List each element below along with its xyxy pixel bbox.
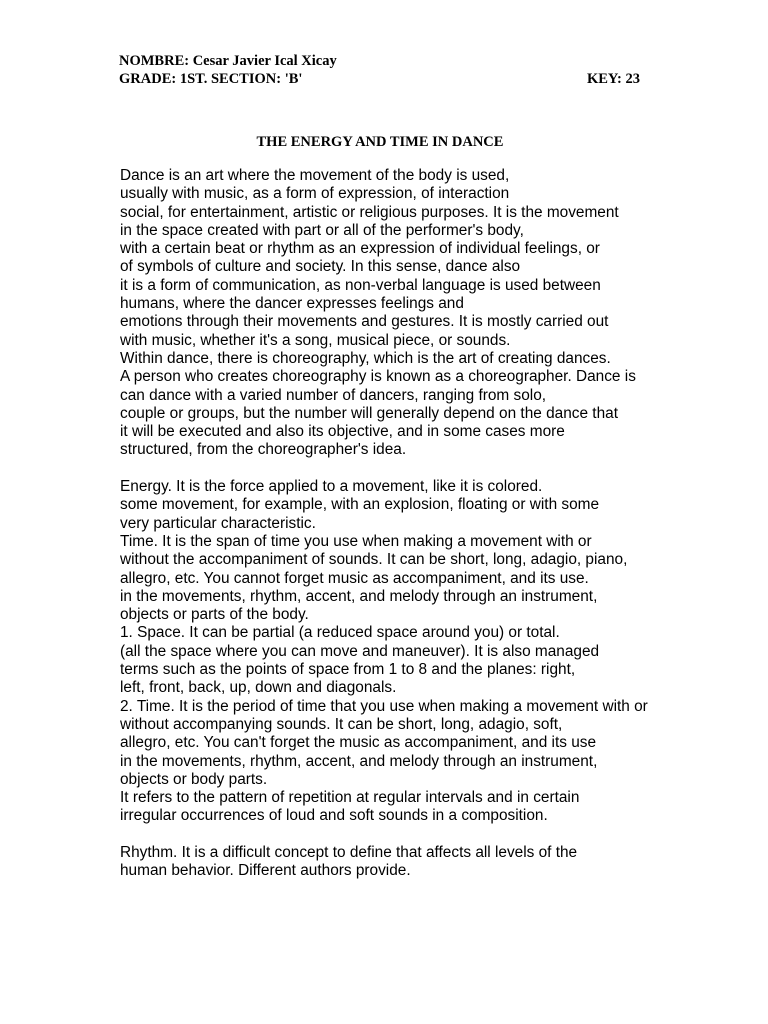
text-line: structured, from the choreographer's idea. — [120, 441, 407, 459]
text-line: Within dance, there is choreography, which is the art of creating dances. — [120, 349, 611, 367]
text-line: terms such as the points of space from 1 to 8 and the planes: right, — [120, 661, 576, 679]
text-line: objects or parts of the body. — [120, 606, 309, 624]
text-line: emotions through their movements and gestures. It is mostly carried out — [120, 313, 609, 331]
text-line: with music, whether it's a song, musical piece, or sounds. — [120, 331, 511, 349]
text-line: without accompanying sounds. It can be short, long, adagio, soft, — [120, 715, 563, 733]
text-line: without the accompaniment of sounds. It can be short, long, adagio, piano, — [120, 551, 628, 569]
text-line: objects or body parts. — [120, 770, 268, 788]
text-line: 1. Space. It can be partial (a reduced space around you) or total. — [120, 624, 560, 642]
text-line: social, for entertainment, artistic or religious purposes. It is the movement — [120, 203, 619, 221]
text-line: Dance is an art where the movement of the body is used, — [120, 167, 510, 184]
text-line: can dance with a varied number of dancers, ranging from solo, — [120, 386, 547, 404]
paragraph — [120, 478, 760, 826]
text-line: with a certain beat or rhythm as an expression of individual feelings, or — [120, 240, 600, 258]
text-line: (all the space where you can move and maneuver). It is also managed — [120, 642, 600, 660]
text-line: 2. Time. It is the period of time that you use when making a movement with or — [120, 697, 648, 715]
text-line: It refers to the pattern of repetition at regular intervals and in certain — [120, 789, 580, 807]
document-title: THE ENERGY AND TIME IN DANCE — [256, 134, 504, 150]
paragraph-spacer — [120, 826, 760, 844]
student-key: KEY: 23 — [586, 71, 640, 87]
student-grade-section: GRADE: 1ST. SECTION: 'B' — [119, 71, 303, 87]
text-line: very particular characteristic. — [120, 514, 316, 532]
text-line: of symbols of culture and society. In this sense, dance also — [120, 258, 521, 276]
text-line: Rhythm. It is a difficult concept to define that affects all levels of the — [120, 843, 578, 861]
text-line: couple or groups, but the number will generally depend on the dance that — [120, 404, 618, 422]
text-line: it will be executed and also its objective, and in some cases more — [120, 423, 565, 441]
text-line: allegro, etc. You cannot forget music as accompaniment, and its use. — [120, 569, 589, 587]
text-line: Energy. It is the force applied to a movement, like it is colored. — [120, 478, 543, 496]
header-grade-row — [119, 70, 649, 88]
text-line: in the movements, rhythm, accent, and melody through an instrument, — [120, 587, 598, 605]
student-name: NOMBRE: Cesar Javier Ical Xicay — [119, 53, 337, 69]
text-line: it is a form of communication, as non-verbal language is used between — [120, 276, 601, 294]
text-line: A person who creates choreography is known as a choreographer. Dance is — [120, 368, 636, 386]
text-line: some movement, for example, with an explosion, floating or with some — [120, 496, 600, 514]
text-line: humans, where the dancer expresses feelings and — [120, 295, 464, 313]
text-line: irregular occurrences of loud and soft sounds in a composition. — [120, 807, 548, 825]
text-line: in the space created with part or all of the performer's body, — [120, 221, 524, 239]
paragraph — [120, 844, 760, 881]
document-body — [120, 167, 760, 881]
text-line: human behavior. Different authors provide. — [120, 862, 411, 880]
text-line: usually with music, as a form of expression, of interaction — [120, 185, 510, 203]
paragraph — [120, 167, 760, 460]
header-name-row — [119, 52, 649, 70]
text-line: Time. It is the span of time you use when making a movement with or — [120, 532, 592, 550]
document-header — [119, 52, 649, 88]
paragraph-spacer — [120, 460, 760, 478]
text-line: allegro, etc. You can't forget the music as accompaniment, and its use — [120, 734, 597, 752]
text-line: left, front, back, up, down and diagonals. — [120, 679, 397, 697]
text-line: in the movements, rhythm, accent, and melody through an instrument, — [120, 752, 598, 770]
